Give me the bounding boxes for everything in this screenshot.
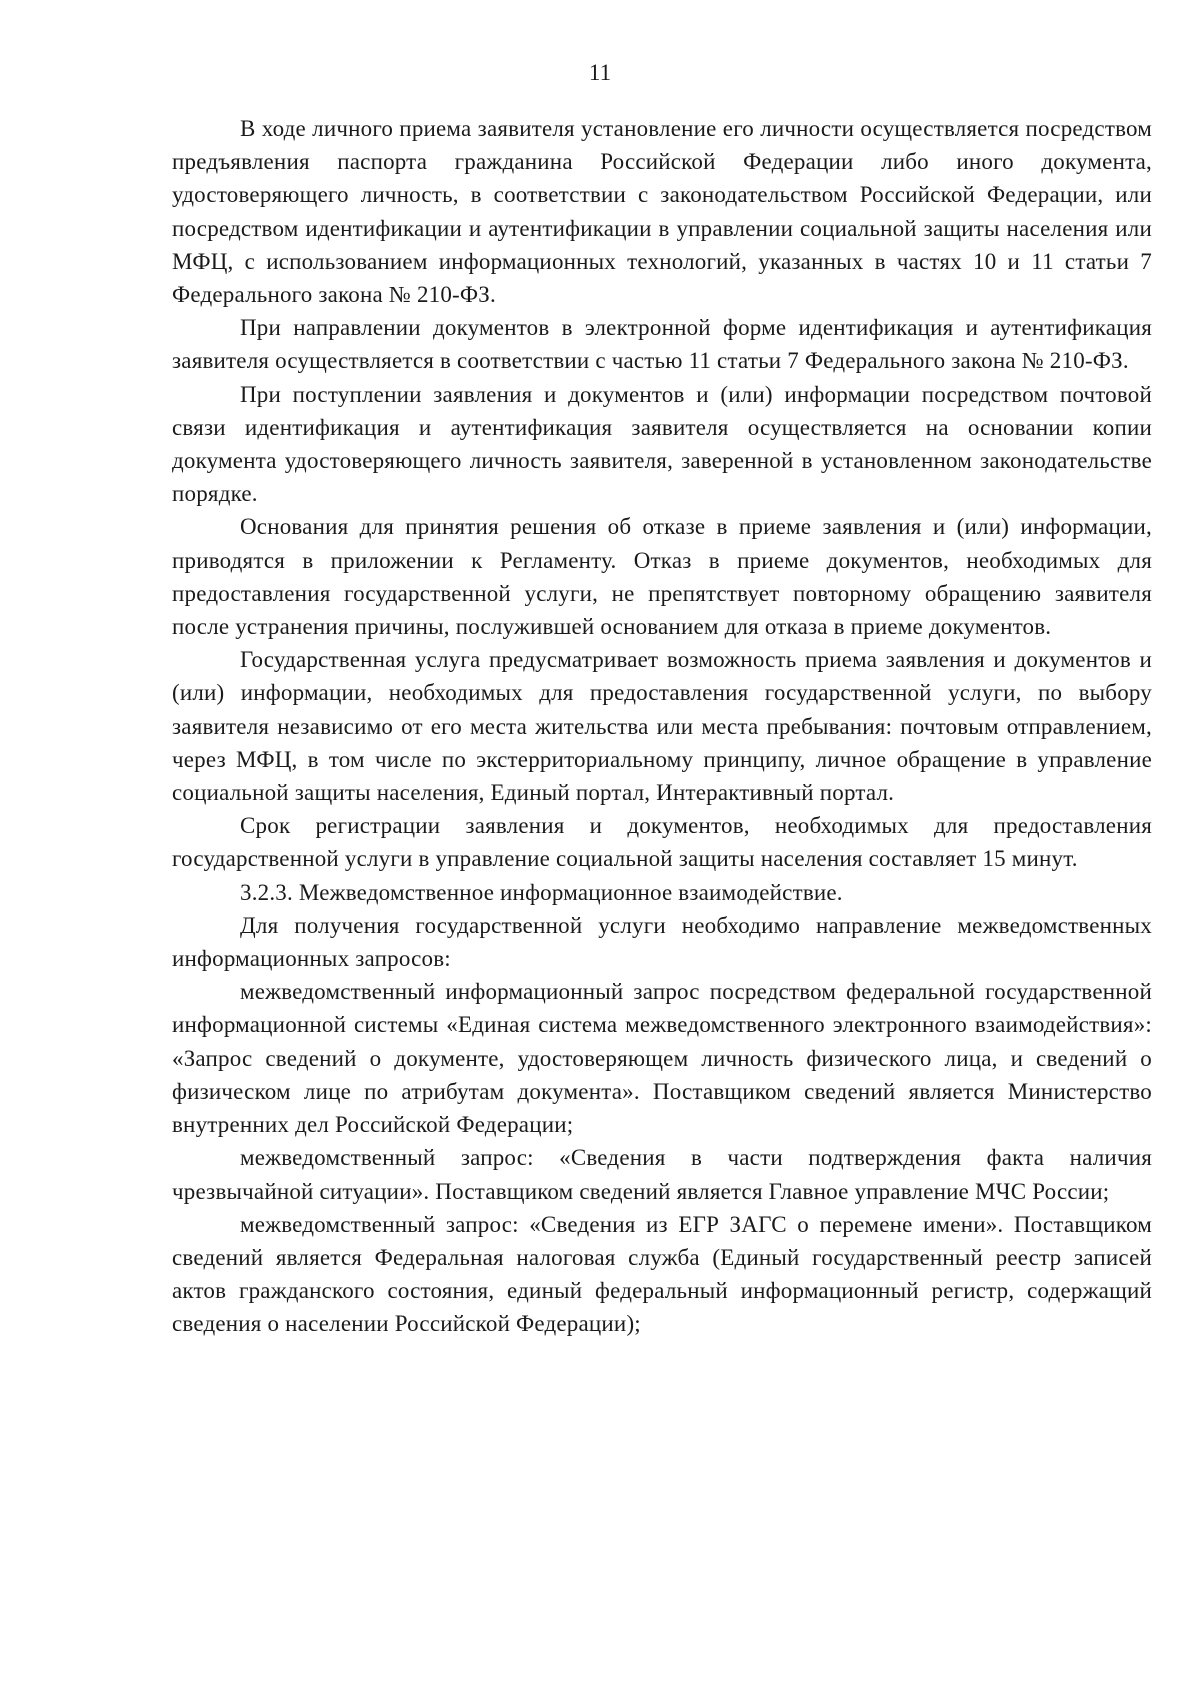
section-heading-3-2-3: 3.2.3. Межведомственное информационное взаимодействие. xyxy=(240,879,843,905)
paragraph-electronic-auth: При направлении документов в электронной форме идентификация и аутентификация заявителя осуществляется в соответствии с частью 11 статьи 7 Федерального закона № 210-ФЗ. xyxy=(172,315,1152,374)
list-item-request-zags: межведомственный запрос: «Сведения из ЕГР ЗАГС о перемене имени». Поставщиком сведений является Федеральная налоговая служба (Единый государственный реестр записей актов гражданского состояния, единый федеральный информационный регистр, содержащий сведения о населении Российской Федерации); xyxy=(172,1211,1152,1337)
list-item-request-mvd: межведомственный информационный запрос посредством федеральной государственной информационной системы «Единая система межведомственного электронного взаимодействия»: «Запрос сведений о документе, удостоверяющем личность физического лица, и сведений о физическом лице по атрибутам документа». Поставщиком сведений является Министерство внутренних дел Российской Федерации; xyxy=(172,979,1152,1138)
page-number: 11 xyxy=(588,60,612,85)
document-body xyxy=(172,112,1152,1341)
paragraph-registration-time: Срок регистрации заявления и документов, необходимых для предоставления государственной услуги в управление социальной защиты населения составляет 15 минут. xyxy=(172,813,1152,872)
list-item-request-mchs: межведомственный запрос: «Сведения в части подтверждения факта наличия чрезвычайной ситуации». Поставщиком сведений является Главное управление МЧС России; xyxy=(172,1145,1152,1204)
paragraph-refusal-grounds: Основания для принятия решения об отказе в приеме заявления и (или) информации, приводятся в приложении к Регламенту. Отказ в приеме документов, необходимых для предоставления государственной услуги, не препятствует повторному обращению заявителя после устранения причины, послужившей основанием для отказа в приеме документов. xyxy=(172,514,1152,640)
paragraph-postal-auth: При поступлении заявления и документов и (или) информации посредством почтовой связи идентификация и аутентификация заявителя осуществляется на основании копии документа удостоверяющего личность заявителя, заверенной в установленном законодательстве порядке. xyxy=(172,381,1152,507)
paragraph-identity-check: В ходе личного приема заявителя установление его личности осуществляется посредством предъявления паспорта гражданина Российской Федерации либо иного документа, удостоверяющего личность, в соответствии с законодательством Российской Федерации, или посредством идентификации и аутентификации в управлении социальной защиты населения или МФЦ, с использованием информационных технологий, указанных в частях 10 и 11 статьи 7 Федерального закона № 210-ФЗ. xyxy=(172,116,1152,308)
paragraph-submission-methods: Государственная услуга предусматривает возможность приема заявления и документов и (или) информации, необходимых для предоставления государственной услуги, по выбору заявителя независимо от его места жительства или места пребывания: почтовым отправлением, через МФЦ, в том числе по экстерриториальному принципу, личное обращение в управление социальной защиты населения, Единый портал, Интерактивный портал. xyxy=(172,647,1152,806)
paragraph-requests-intro: Для получения государственной услуги необходимо направление межведомственных информационных запросов: xyxy=(172,912,1152,972)
